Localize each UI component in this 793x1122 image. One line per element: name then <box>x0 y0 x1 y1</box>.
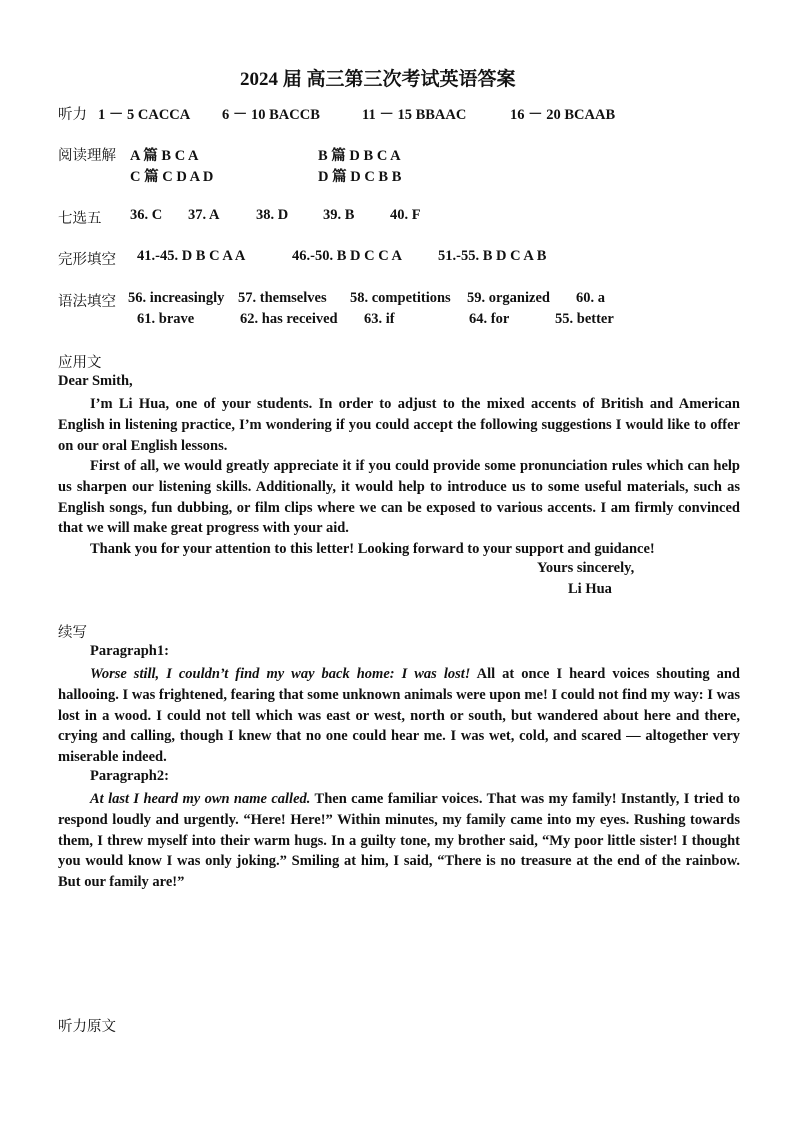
grammar-answer: 58. competitions <box>350 290 451 306</box>
grammar-answer: 55. better <box>555 311 614 327</box>
grammar-answer: 64. for <box>469 311 510 327</box>
reading-label: 阅读理解 <box>58 148 116 164</box>
seven-five-answer: 38. D <box>256 207 289 223</box>
seven-five-answer: 37. A <box>188 207 220 223</box>
grammar-answer: 57. themselves <box>238 290 327 306</box>
seven-five-answer: 40. F <box>390 207 421 223</box>
page-title: 2024 届 高三第三次考试英语答案 <box>240 69 516 90</box>
paragraph2-label: Paragraph2: <box>90 768 169 784</box>
seven-five-answer: 36. C <box>130 207 163 223</box>
listening-answers-1-5: 1 － 5 CACCA <box>98 107 191 123</box>
paragraph1-label: Paragraph1: <box>90 643 169 659</box>
cloze-label: 完形填空 <box>58 252 116 268</box>
seven-five-label: 七选五 <box>58 211 102 227</box>
letter-greeting: Dear Smith, <box>58 373 133 389</box>
letter-heading: 应用文 <box>58 355 102 371</box>
seven-five-answer: 39. B <box>323 207 355 223</box>
grammar-answer: 56. increasingly <box>128 290 225 306</box>
paragraph2-text <box>58 789 740 893</box>
grammar-answer: 63. if <box>364 311 395 327</box>
listening-script-heading: 听力原文 <box>58 1019 116 1035</box>
paragraph1-text <box>58 664 740 768</box>
grammar-label: 语法填空 <box>58 294 116 310</box>
paragraph1-body: All at once I heard voices shouting and hallooing. I was frightened, fearing that some unknown animals were upon me! I could not find my way: I was lost in a wood. I could not tell which was east or west, north or south, but wandered about here and there, crying and calling, though I knew that no one could hear me. I was wet, cold, and scared — altogether very miserable indeed. <box>58 666 741 766</box>
letter-paragraph: First of all, we would greatly appreciate it if you could provide some pronunciation rules which can help us sharpen our listening skills. Additionally, it would help to introduce us to some useful materials, such as English songs, fun dubbing, or film clips where we can be exposed to various accents. I am firmly convinced that we will make great progress with your aid. <box>58 458 740 537</box>
reading-passage-c: C 篇 C D A D <box>130 169 214 185</box>
reading-passage-d: D 篇 D C B B <box>318 169 402 185</box>
reading-passage-b: B 篇 D B C A <box>318 148 401 164</box>
listening-answers-6-10: 6 － 10 BACCB <box>222 107 320 123</box>
letter-signature: Li Hua <box>568 581 612 597</box>
paragraph2-lead: At last I heard my own name called. <box>90 791 311 807</box>
listening-answers-11-15: 11 － 15 BBAAC <box>362 107 467 123</box>
grammar-answer: 61. brave <box>137 311 195 327</box>
cloze-answers-41-45: 41.-45. D B C A A <box>137 248 246 264</box>
letter-paragraph: Thank you for your attention to this letter! Looking forward to your support and guidance! <box>90 541 655 557</box>
cloze-answers-51-55: 51.-55. B D C A B <box>438 248 547 264</box>
paragraph2-body: Then came familiar voices. That was my family! Instantly, I tried to respond loudly and urgently. “Here! Here!” Within minutes, my family came into my eyes. Rushing towards them, I threw myself into their warm hugs. In a guilty tone, my brother said, “My poor little sister! I thought you would know I was only joking.” Smiling at him, I said, “There is no treasure at the end of the rainbow. But our family are!” <box>58 791 740 891</box>
grammar-answer: 60. a <box>576 290 605 306</box>
paragraph1-lead: Worse still, I couldn’t find my way back home: I was lost! <box>90 666 471 682</box>
listening-label: 听力 <box>58 107 87 123</box>
continuation-heading: 续写 <box>58 625 87 641</box>
grammar-answer: 59. organized <box>467 290 550 306</box>
cloze-answers-46-50: 46.-50. B D C C A <box>292 248 402 264</box>
letter-paragraph: I’m Li Hua, one of your students. In order to adjust to the mixed accents of British and American English in listening practice, I’m wondering if you could accept the following suggestions I would like to offer on our oral English lessons. <box>58 396 740 454</box>
listening-answers-16-20: 16 － 20 BCAAB <box>510 107 616 123</box>
reading-passage-a: A 篇 B C A <box>130 148 199 164</box>
grammar-answer: 62. has received <box>240 311 338 327</box>
letter-closing: Yours sincerely, <box>537 560 635 576</box>
